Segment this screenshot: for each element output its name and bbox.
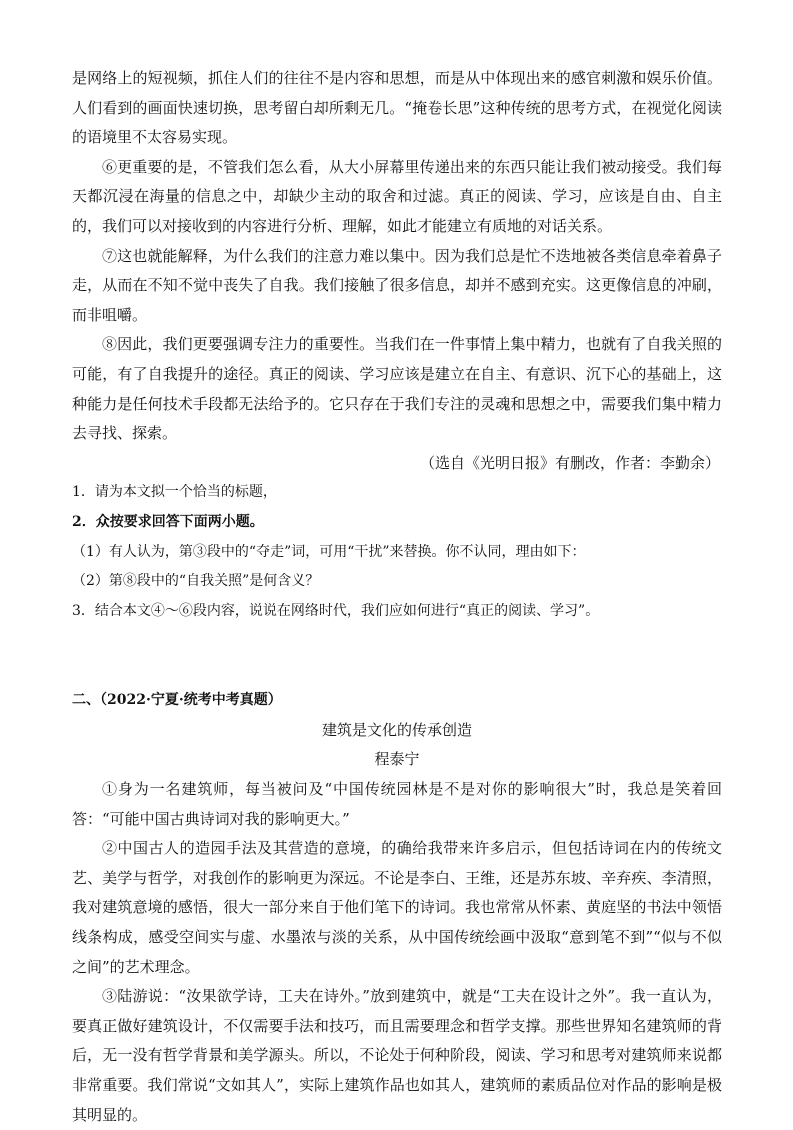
- article-author: 程泰宁: [374, 750, 420, 769]
- section-spacer: [72, 626, 722, 686]
- article-paragraph: ⑧因此，我们更要强调专注力的重要性。当我们在一件事情上集中精力，也就有了自我关照的可能，有了自我提升的途径。真正的阅读、学习应该是建立在自主、有意识、沉下心的基础上，这种能力是任何技术手段都无法给予的。它只存在于我们专注的灵魂和思想之中，需要我们集中精力去寻找、探索。: [72, 335, 722, 443]
- question-2-2: （2）第⑧段中的“自我关照”是何含义？: [72, 573, 320, 590]
- article-paragraph: ⑦这也就能解释，为什么我们的注意力难以集中。因为我们总是忙不迭地被各类信息牵着鼻子走，从而在不知不觉中丧失了自我。我们接触了很多信息，却并不感到充实。这更像信息的冲刷，而非咀嚼。: [72, 246, 722, 324]
- question-1: 1．请为本文拟一个恰当的标题，: [72, 484, 277, 501]
- article-paragraph: ③陆游说：“汝果欲学诗，工夫在诗外。”放到建筑中，就是“工夫在设计之外”。我一直认为，要真正做好建筑设计，不仅需要手法和技巧，而且需要理念和哲学支撑。那些世界知名建筑师的背后，无一没有哲学背景和美学源头。所以，不论处于何种阶段，阅读、学习和思考对建筑师来说都非常重要。我们常说“文如其人”，实际上建筑作品也如其人，建筑师的素质品位对作品的影响是极其明显的。: [72, 987, 722, 1124]
- article-title: 建筑是文化的传承创造: [321, 720, 472, 739]
- question-3: 3．结合本文④～⑥段内容，说说在网络时代，我们应如何进行“真正的阅读、学习”。: [72, 602, 600, 619]
- page-content: [72, 64, 722, 1130]
- question-2-1: （1）有人认为，第③段中的“夺走”词，可用“干扰”来替换。你不认同，理由如下：: [72, 543, 586, 560]
- article-paragraph: 是网络上的短视频，抓住人们的往往不是内容和思想，而是从中体现出来的感官刺激和娱乐价值。人们看到的画面快速切换，思考留白却所剩无几。“掩卷长思”这种传统的思考方式，在视觉化阅读的语境里不太容易实现。: [72, 69, 722, 147]
- article-paragraph: ⑥更重要的是，不管我们怎么看，从大小屏幕里传递出来的东西只能让我们被动接受。我们每天都沉浸在海量的信息之中，却缺少主动的取舍和过滤。真正的阅读、学习，应该是自由、自主的，我们可以对接收到的内容进行分析、理解，如此才能建立有质地的对话关系。: [72, 157, 722, 235]
- article-source: （选自《光明日报》有删改，作者：李勤余）: [419, 453, 720, 472]
- article-paragraph: ①身为一名建筑师，每当被问及“中国传统园林是不是对你的影响很大”时，我总是笑着回答：“可能中国古典诗词对我的影响更大。”: [72, 780, 722, 828]
- section-heading: 二、（2022·宁夏·统考中考真题）: [72, 692, 282, 709]
- question-2: 2．众按要求回答下面两小题。: [72, 513, 264, 530]
- article-paragraph: ②中国古人的造园手法及其营造的意境，的确给我带来许多启示，但包括诗词在内的传统文艺、美学与哲学，对我创作的影响更为深远。不论是李白、王维，还是苏东坡、辛弃疾、李清照，我对建筑意境的感悟，很大一部分来自于他们笔下的诗词。我也常常从怀素、黄庭坚的书法中领悟线条构成，感受空间实与虚、水墨浓与淡的关系，从中国传统绘画中汲取“意到笔不到”“似与不似之间”的艺术理念。: [72, 839, 722, 976]
